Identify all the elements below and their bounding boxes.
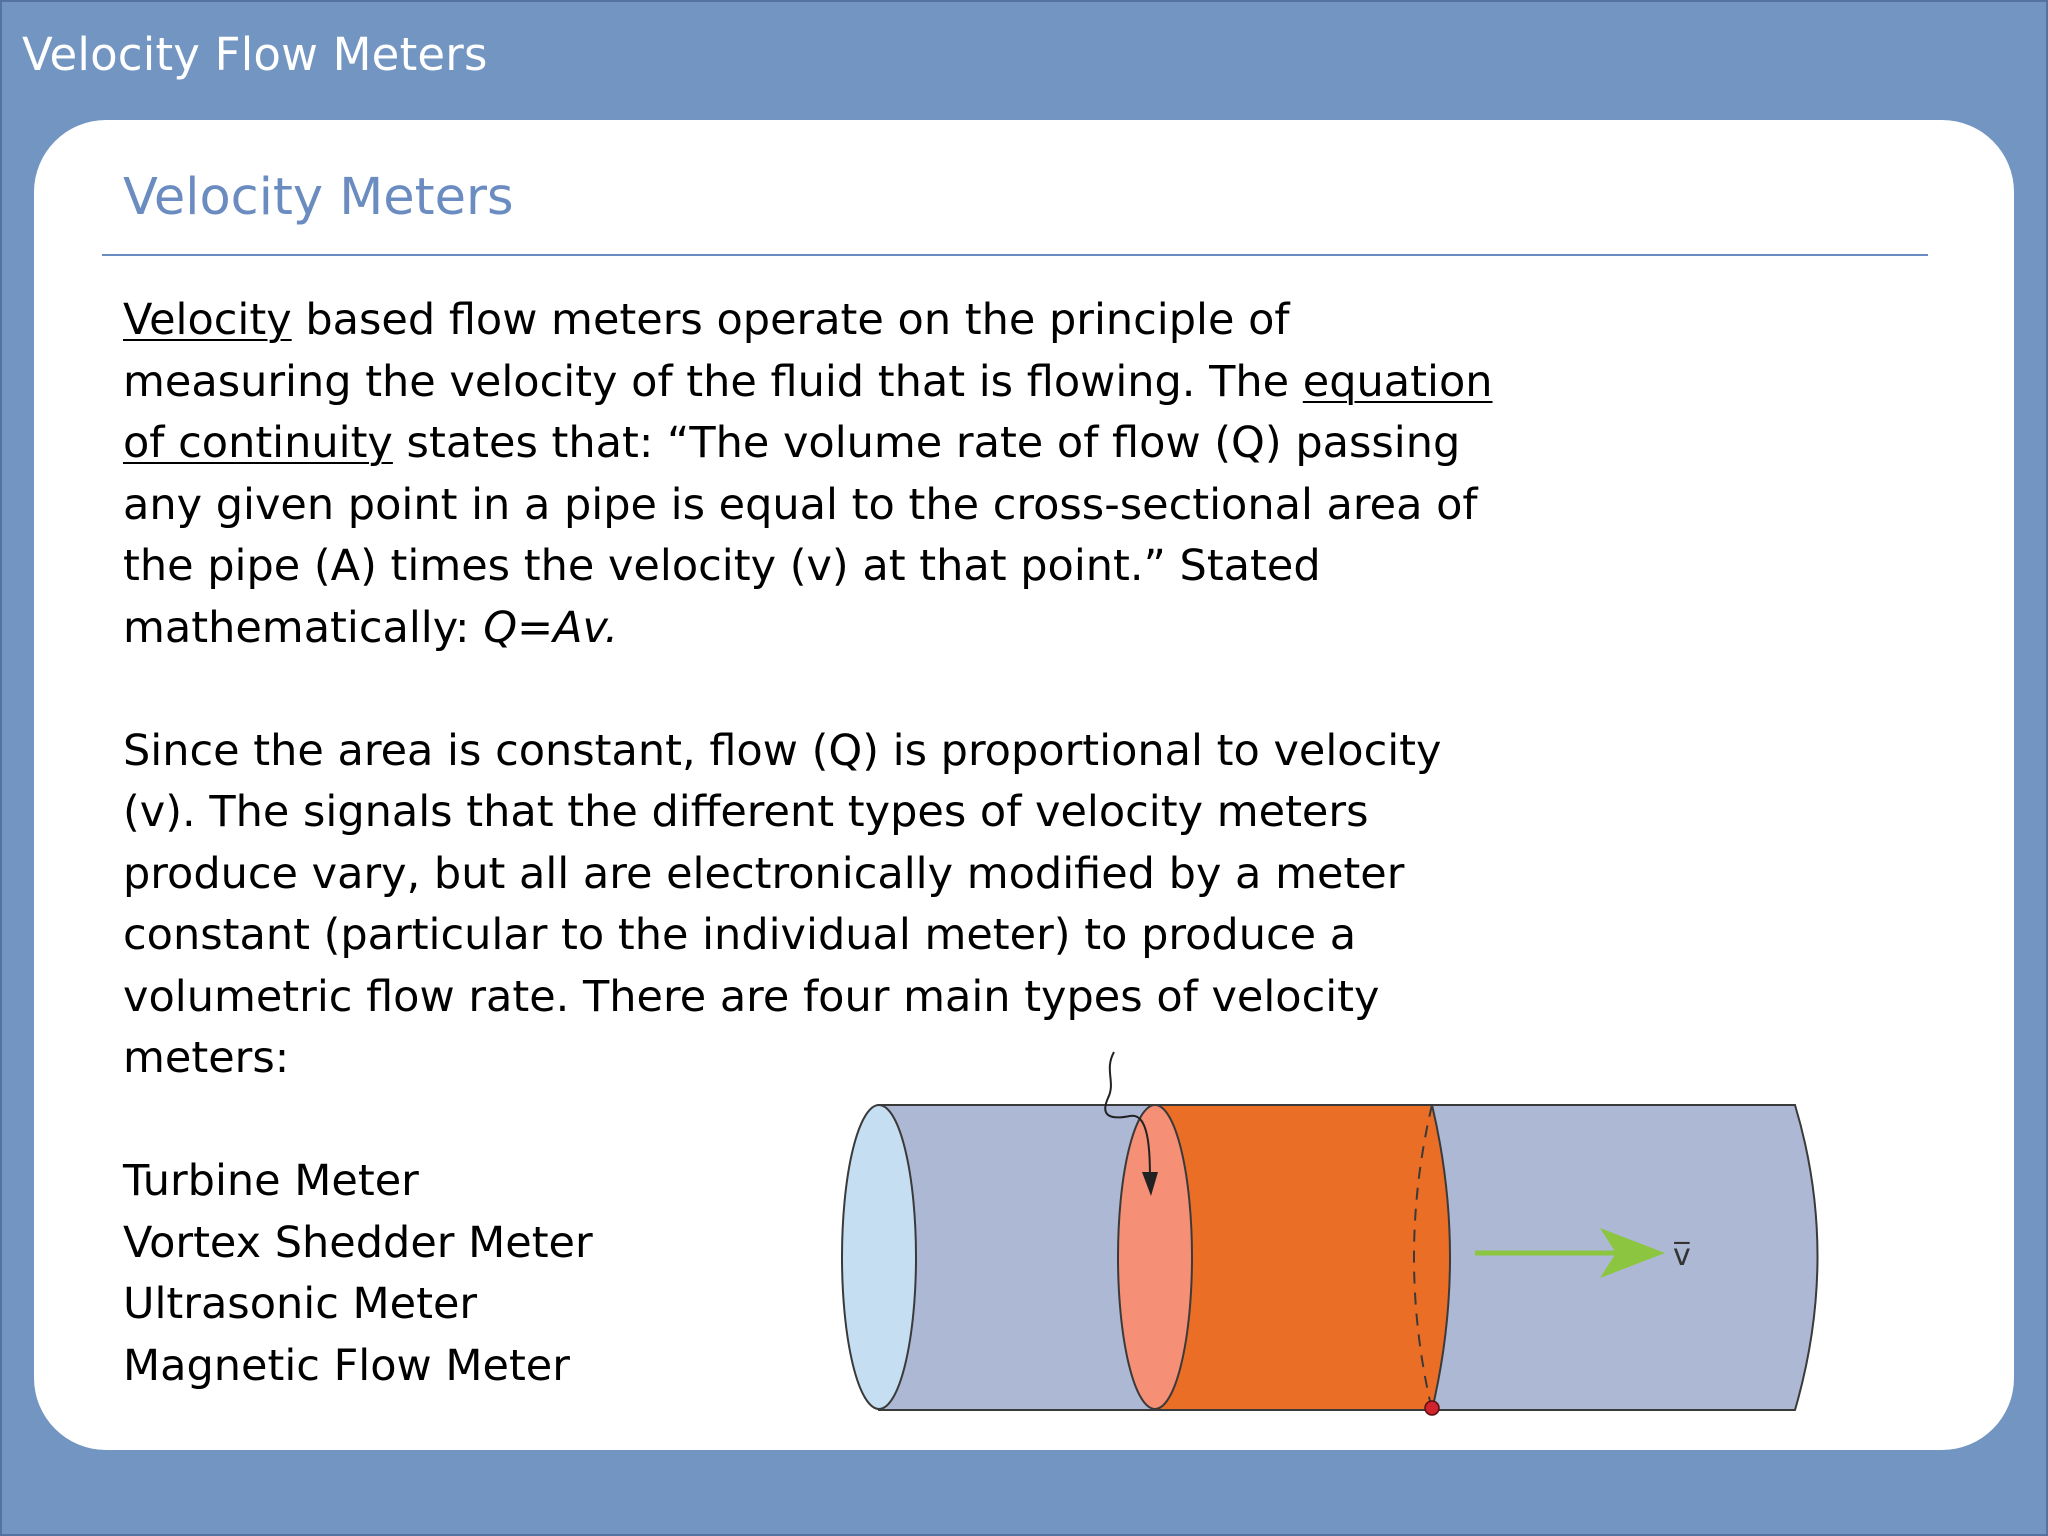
text-run: states that: “The volume rate of flow (Q) passing (392, 418, 1461, 468)
reference-marker (1425, 1401, 1439, 1415)
velocity-link[interactable]: Velocity (123, 295, 292, 345)
paragraph-2-line-4: constant (particular to the individual meter) to produce a (123, 910, 1357, 960)
velocity-label: v̅ (1673, 1238, 1691, 1273)
slice-front-face (1118, 1105, 1192, 1409)
meter-type-item: Vortex Shedder Meter (123, 1217, 593, 1268)
continuity-link[interactable]: of continuity (123, 418, 393, 468)
paragraph-1-line-6 (123, 598, 1533, 660)
paragraph-1-line-3 (123, 413, 1533, 475)
paragraph-1-line-4: any given point in a pipe is equal to the cross-sectional area of (123, 479, 1478, 530)
slide-heading: Velocity Meters (123, 168, 514, 227)
heading-divider (102, 254, 1928, 256)
paragraph-2-line-3: produce vary, but all are electronically modified by a meter (123, 848, 1405, 899)
paragraph-1-line-1 (123, 290, 1533, 352)
meter-type-item: Turbine Meter (123, 1156, 419, 1206)
pipe-open-end (842, 1105, 916, 1409)
text-run: based flow meters operate on the principle of (291, 295, 1290, 345)
paragraph-2-line-6: meters: (123, 1033, 290, 1083)
window-title: Velocity Flow Meters (22, 28, 488, 81)
fluid-slice (1155, 1105, 1450, 1410)
meter-type-item: Ultrasonic Meter (123, 1279, 478, 1329)
paragraph-1-line-5: the pipe (A) times the velocity (v) at that point.” Stated (123, 541, 1321, 591)
paragraph-1-line-2 (123, 352, 1533, 414)
formula: Q=Av. (483, 602, 619, 653)
equation-link[interactable]: equation (1302, 356, 1493, 407)
meter-type-item: Magnetic Flow Meter (123, 1340, 570, 1391)
paragraph-2-line-5: volumetric flow rate. There are four main types of velocity (123, 971, 1380, 1022)
paragraph-2-line-2: (v). The signals that the different types of velocity meters (123, 787, 1369, 837)
text-run: mathematically: (123, 602, 484, 653)
paragraph-gap (123, 659, 1533, 721)
pipe-flow-diagram (800, 920, 1860, 1420)
text-run: measuring the velocity of the fluid that is flowing. The (123, 356, 1303, 407)
paragraph-2-line-1: Since the area is constant, flow (Q) is proportional to velocity (123, 725, 1442, 776)
